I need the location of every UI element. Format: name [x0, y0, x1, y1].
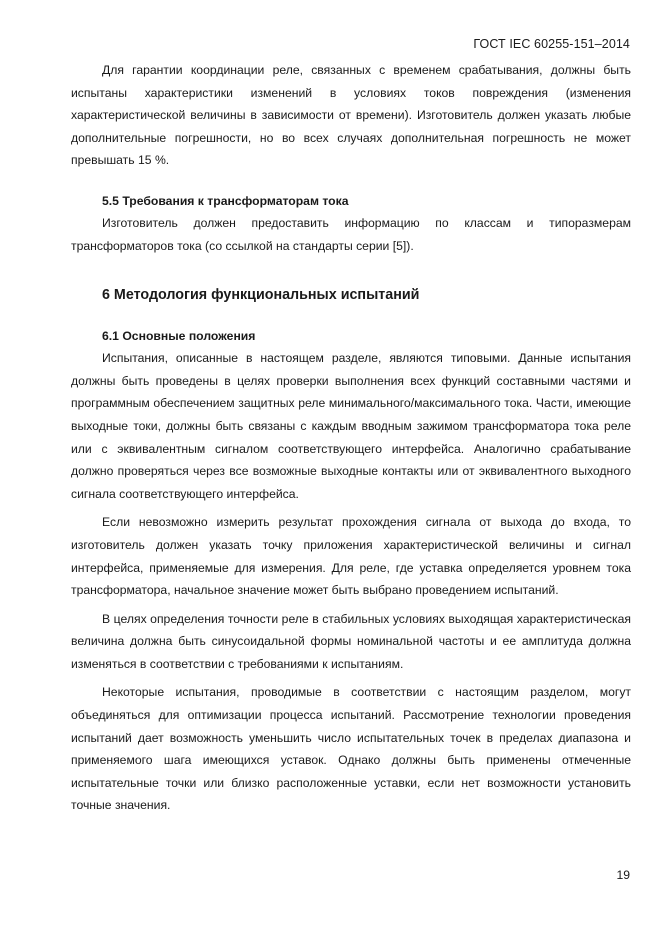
- paragraph-optimization: Некоторые испытания, проводимые в соответствии с настоящим разделом, могут объединяться для оптимизации процесса испытаний. Рассмотрение технологии проведения испытаний дает возможность уменьшить число испытательных точек в пределах диапазона и применяемого шага имеющихся уставок. Однако должны быть применены отмеченные испытательные точки или близко расположенные уставки, если нет возможности установить точные значения.: [71, 685, 631, 813]
- page-number: 19: [616, 868, 630, 882]
- section-heading-6-1: 6.1 Основные положения: [102, 329, 256, 344]
- document-header: ГОСТ IEC 60255-151–2014: [473, 37, 630, 51]
- paragraph-accuracy: В целях определения точности реле в стабильных условиях выходящая характеристическая величина должна быть синусоидальной формы номинальной частоты и ее амплитуда должна изменяться в соответствии с требованиями к испытаниям.: [71, 611, 631, 671]
- paragraph-measurement-point: Если невозможно измерить результат прохождения сигнала от выхода до входа, то изготовитель должен указать точку приложения характеристической величины и сигнал интерфейса, применяемые для измерения. Для реле, где уставка определяется уровнем тока трансформатора, начальное значение может быть выбрано проведением испытаний.: [71, 515, 631, 598]
- document-body: [71, 59, 631, 817]
- section-heading-6: 6 Методология функциональных испытаний: [102, 287, 420, 304]
- paragraph-coordination: Для гарантии координации реле, связанных с временем срабатывания, должны быть испытаны характеристики изменений в условиях токов повреждения (изменения характеристической величины в зависимости от времени). Изготовитель должен указать любые дополнительные погрешности, но во всех случаях дополнительная погрешность не может превышать 15 %.: [71, 63, 631, 168]
- paragraph-transformers: Изготовитель должен предоставить информацию по классам и типоразмерам трансформаторов тока (со ссылкой на стандарты серии [5]).: [71, 215, 631, 253]
- section-heading-5-5: 5.5 Требования к трансформаторам тока: [102, 193, 349, 208]
- paragraph-typical-tests: Испытания, описанные в настоящем разделе, являются типовыми. Данные испытания должны быть проведены в целях проверки выполнения всех функций составными частями и программным обеспечением защитных реле минимального/максимального тока. Части, имеющие выходные токи, должны быть связаны с каждым вводным зажимом трансформатора тока реле или с эквивалентным сигналом соответствующего интерфейса. Аналогично срабатывание должно проверяться через все возможные выходные контакты или от эквивалентного выходного сигнала соответствующего интерфейса.: [71, 351, 631, 501]
